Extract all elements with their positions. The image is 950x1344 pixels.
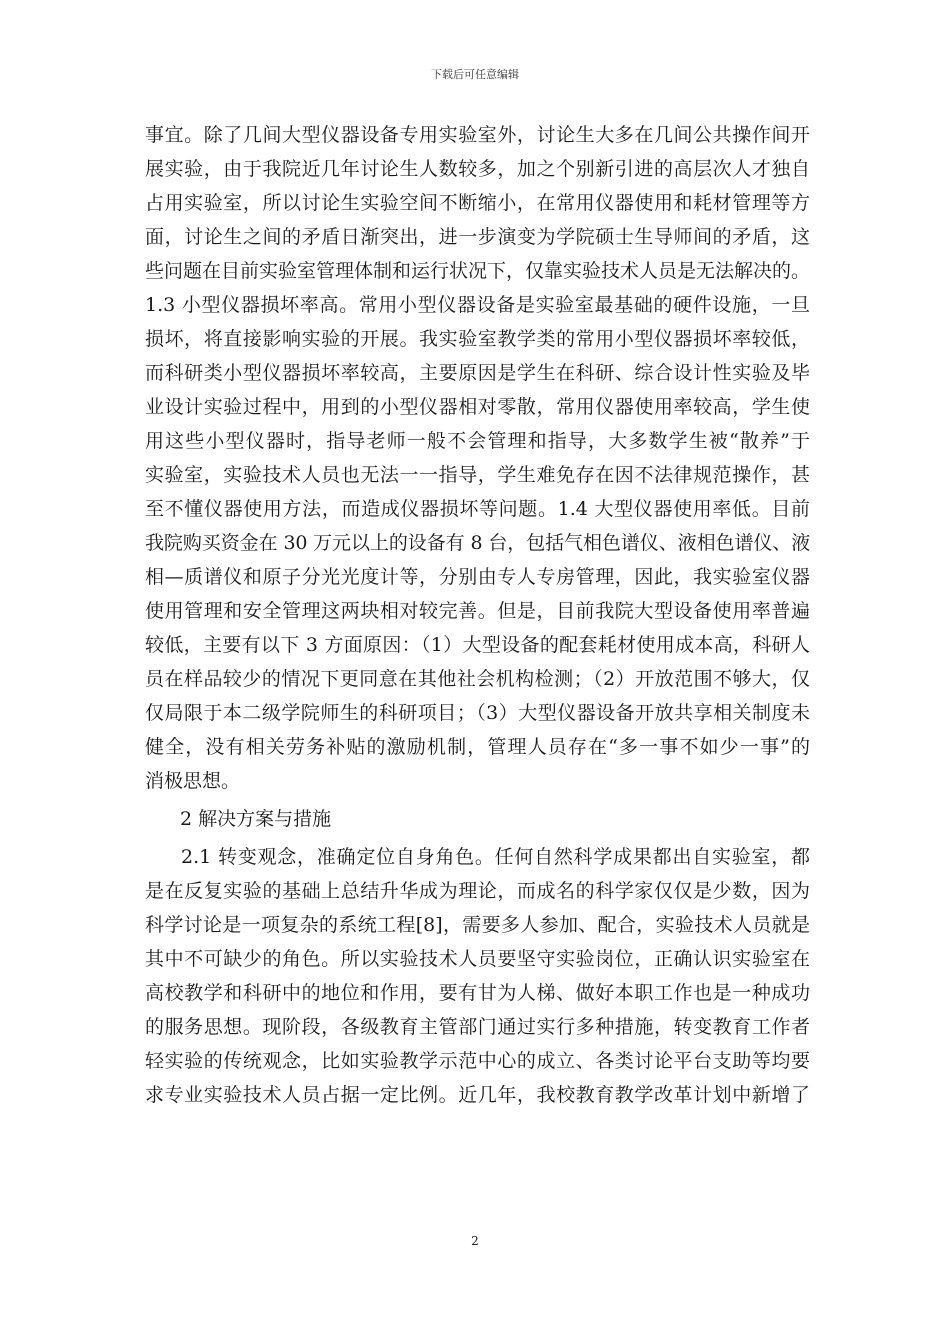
page-header: 下载后可任意编辑	[431, 68, 519, 81]
text-line: 占用实验室，所以讨论生实验空间不断缩小，在常用仪器使用和耗材管理等方	[145, 192, 810, 214]
text-line: 2.1 转变观念，准确定位自身角色。任何自然科学成果都出自实验室，都	[181, 846, 810, 868]
text-line: 较低，主要有以下 3 方面原因：（1）大型设备的配套耗材使用成本高，科研人	[145, 634, 810, 656]
text-line: 健全，没有相关劳务补贴的激励机制，管理人员存在“多一事不如少一事”的	[145, 736, 810, 758]
text-line: 是在反复实验的基础上总结升华成为理论，而成名的科学家仅仅是少数，因为	[145, 880, 810, 902]
text-line: 些问题在目前实验室管理体制和运行状况下，仅靠实验技术人员是无法解决的。	[145, 260, 811, 282]
text-line: 求专业实验技术人员占据一定比例。近几年，我校教育教学改革计划中新增了	[145, 1084, 810, 1106]
text-line: 高校教学和科研中的地位和作用，要有甘为人梯、做好本职工作也是一种成功	[145, 982, 810, 1004]
text-line: 损坏，将直接影响实验的开展。我实验室教学类的常用小型仪器损坏率较低，	[145, 328, 810, 350]
text-line: 实验室，实验技术人员也无法一一指导，学生难免存在因不法律规范操作，甚	[145, 464, 810, 486]
text-line: 仅局限于本二级学院师生的科研项目；（3）大型仪器设备开放共享相关制度未	[145, 702, 810, 724]
text-line: 事宜。除了几间大型仪器设备专用实验室外，讨论生大多在几间公共操作间开	[145, 124, 810, 146]
text-line: 业设计实验过程中，用到的小型仪器相对零散，常用仪器使用率较高，学生使	[145, 396, 810, 418]
text-line: 使用管理和安全管理这两块相对较完善。但是，目前我院大型设备使用率普遍	[145, 600, 810, 622]
text-line: 用这些小型仪器时，指导老师一般不会管理和指导，大多数学生被“散养”于	[145, 430, 810, 452]
text-line: 面，讨论生之间的矛盾日渐突出，进一步演变为学院硕士生导师间的矛盾，这	[145, 226, 810, 248]
text-line: 1.3 小型仪器损坏率高。常用小型仪器设备是实验室最基础的硬件设施，一旦	[145, 294, 810, 316]
text-line: 轻实验的传统观念，比如实验教学示范中心的成立、各类讨论平台支助等均要	[145, 1050, 810, 1072]
text-line: 展实验，由于我院近几年讨论生人数较多，加之个别新引进的高层次人才独自	[145, 158, 810, 180]
text-line: 其中不可缺少的角色。所以实验技术人员要坚守实验岗位，正确认识实验室在	[145, 948, 810, 970]
text-line: 的服务思想。现阶段，各级教育主管部门通过实行多种措施，转变教育工作者	[145, 1016, 810, 1038]
page-number: 2	[471, 1234, 479, 1248]
text-line: 至不懂仪器使用方法，而造成仪器损坏等问题。1.4 大型仪器使用率低。目前	[145, 498, 810, 520]
text-line: 消极思想。	[145, 770, 241, 792]
text-line: 员在样品较少的情况下更同意在其他社会机构检测；（2）开放范围不够大，仅	[145, 668, 810, 690]
section-heading: 2 解决方案与措施	[180, 808, 332, 830]
text-line: 科学讨论是一项复杂的系统工程[8]，需要多人参加、配合，实验技术人员就是	[145, 914, 810, 936]
text-line: 而科研类小型仪器损坏率较高，主要原因是学生在科研、综合设计性实验及毕	[145, 362, 810, 384]
text-line: 我院购买资金在 30 万元以上的设备有 8 台，包括气相色谱仪、液相色谱仪、液	[145, 532, 810, 554]
text-line: 相—质谱仪和原子分光光度计等，分别由专人专房管理，因此，我实验室仪器	[145, 566, 810, 588]
